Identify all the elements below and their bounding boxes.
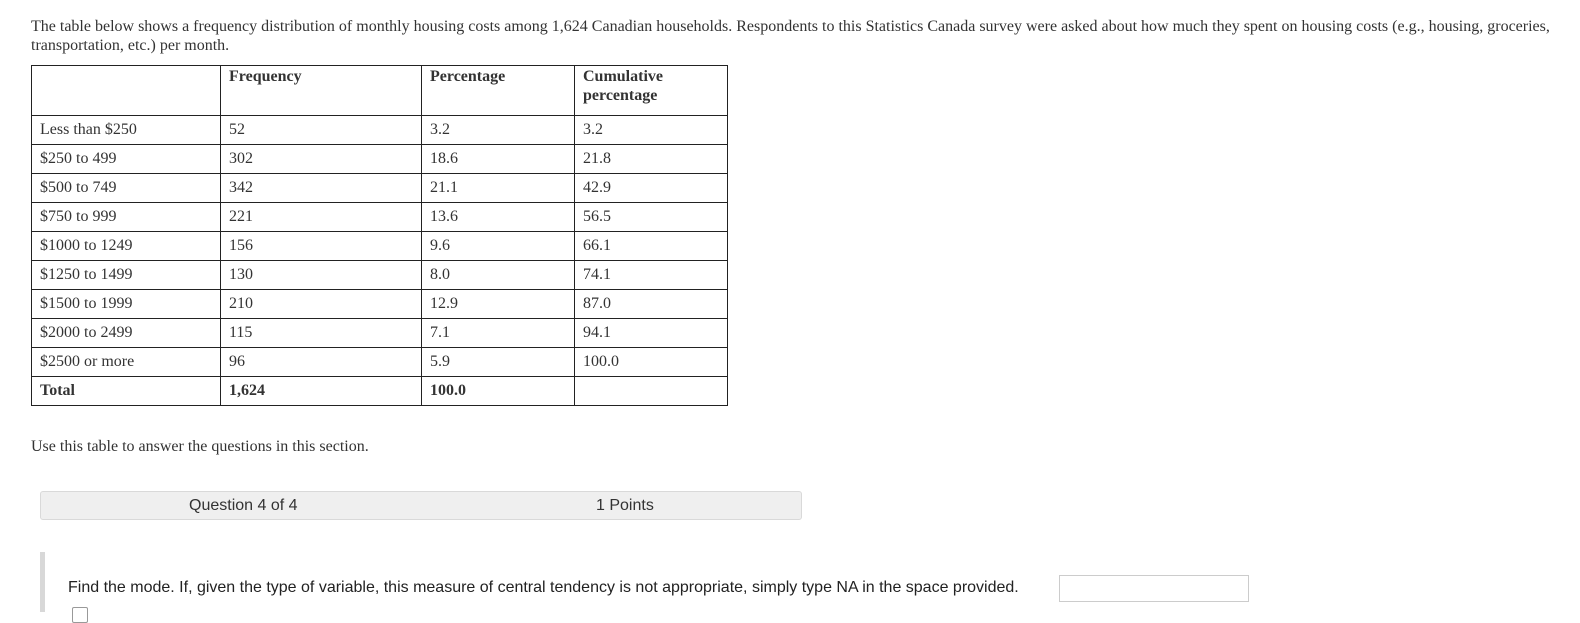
- column-header: [32, 66, 221, 116]
- table-instruction: Use this table to answer the questions in this section.: [31, 438, 369, 455]
- table-header-row: [32, 66, 728, 116]
- table-row: [32, 261, 728, 290]
- cumulative-percentage-cell: 21.8: [575, 145, 728, 174]
- question-points: 1 Points: [596, 497, 654, 514]
- frequency-cell: 115: [221, 319, 422, 348]
- percentage-cell: 21.1: [422, 174, 575, 203]
- total-cumulative-percentage: [575, 377, 728, 406]
- cumulative-percentage-cell: 66.1: [575, 232, 728, 261]
- total-label: Total: [32, 377, 221, 406]
- percentage-cell: 7.1: [422, 319, 575, 348]
- column-header-frequency: Frequency: [221, 66, 422, 116]
- percentage-cell: 18.6: [422, 145, 575, 174]
- table-row: [32, 348, 728, 377]
- table-body: [32, 116, 728, 406]
- table-row: [32, 116, 728, 145]
- percentage-cell: 13.6: [422, 203, 575, 232]
- cumulative-percentage-cell: 3.2: [575, 116, 728, 145]
- table-row: [32, 319, 728, 348]
- frequency-cell: 156: [221, 232, 422, 261]
- row-label: $2500 or more: [32, 348, 221, 377]
- frequency-cell: 221: [221, 203, 422, 232]
- frequency-cell: 52: [221, 116, 422, 145]
- table-row: [32, 145, 728, 174]
- cumulative-percentage-cell: 74.1: [575, 261, 728, 290]
- row-label: $1000 to 1249: [32, 232, 221, 261]
- answer-input[interactable]: [1059, 575, 1249, 602]
- frequency-cell: 302: [221, 145, 422, 174]
- table-row: [32, 232, 728, 261]
- row-label: $2000 to 2499: [32, 319, 221, 348]
- table-row: [32, 203, 728, 232]
- row-label: $500 to 749: [32, 174, 221, 203]
- frequency-cell: 130: [221, 261, 422, 290]
- cumulative-percentage-cell: 42.9: [575, 174, 728, 203]
- percentage-cell: 12.9: [422, 290, 575, 319]
- question-header-bar: [40, 491, 802, 520]
- frequency-cell: 96: [221, 348, 422, 377]
- column-header-cumulative-percentage: Cumulative percentage: [575, 66, 728, 116]
- row-label: Less than $250: [32, 116, 221, 145]
- column-header-percentage: Percentage: [422, 66, 575, 116]
- checkbox[interactable]: [72, 607, 88, 623]
- cumulative-percentage-cell: 100.0: [575, 348, 728, 377]
- row-label: $750 to 999: [32, 203, 221, 232]
- table-row: [32, 290, 728, 319]
- percentage-cell: 8.0: [422, 261, 575, 290]
- question-number: Question 4 of 4: [189, 497, 298, 514]
- percentage-cell: 5.9: [422, 348, 575, 377]
- cumulative-percentage-cell: 94.1: [575, 319, 728, 348]
- row-label: $1500 to 1999: [32, 290, 221, 319]
- total-frequency: 1,624: [221, 377, 422, 406]
- intro-paragraph: The table below shows a frequency distribution of monthly housing costs among 1,624 Canadian households. Respondents to this Statistics Canada survey were asked about how much they spent on housing costs (e.g., housing, groceries, transportation, etc.) per month.: [31, 18, 1550, 54]
- frequency-cell: 210: [221, 290, 422, 319]
- percentage-cell: 9.6: [422, 232, 575, 261]
- cumulative-percentage-cell: 87.0: [575, 290, 728, 319]
- total-percentage: 100.0: [422, 377, 575, 406]
- percentage-cell: 3.2: [422, 116, 575, 145]
- question-text: Find the mode. If, given the type of variable, this measure of central tendency is not appropriate, simply type NA in the space provided.: [68, 579, 1019, 596]
- frequency-cell: 342: [221, 174, 422, 203]
- cumulative-percentage-cell: 56.5: [575, 203, 728, 232]
- table-row: [32, 174, 728, 203]
- frequency-table: [31, 65, 728, 406]
- row-label: $1250 to 1499: [32, 261, 221, 290]
- table-total-row: [32, 377, 728, 406]
- row-label: $250 to 499: [32, 145, 221, 174]
- question-body: [40, 552, 1580, 612]
